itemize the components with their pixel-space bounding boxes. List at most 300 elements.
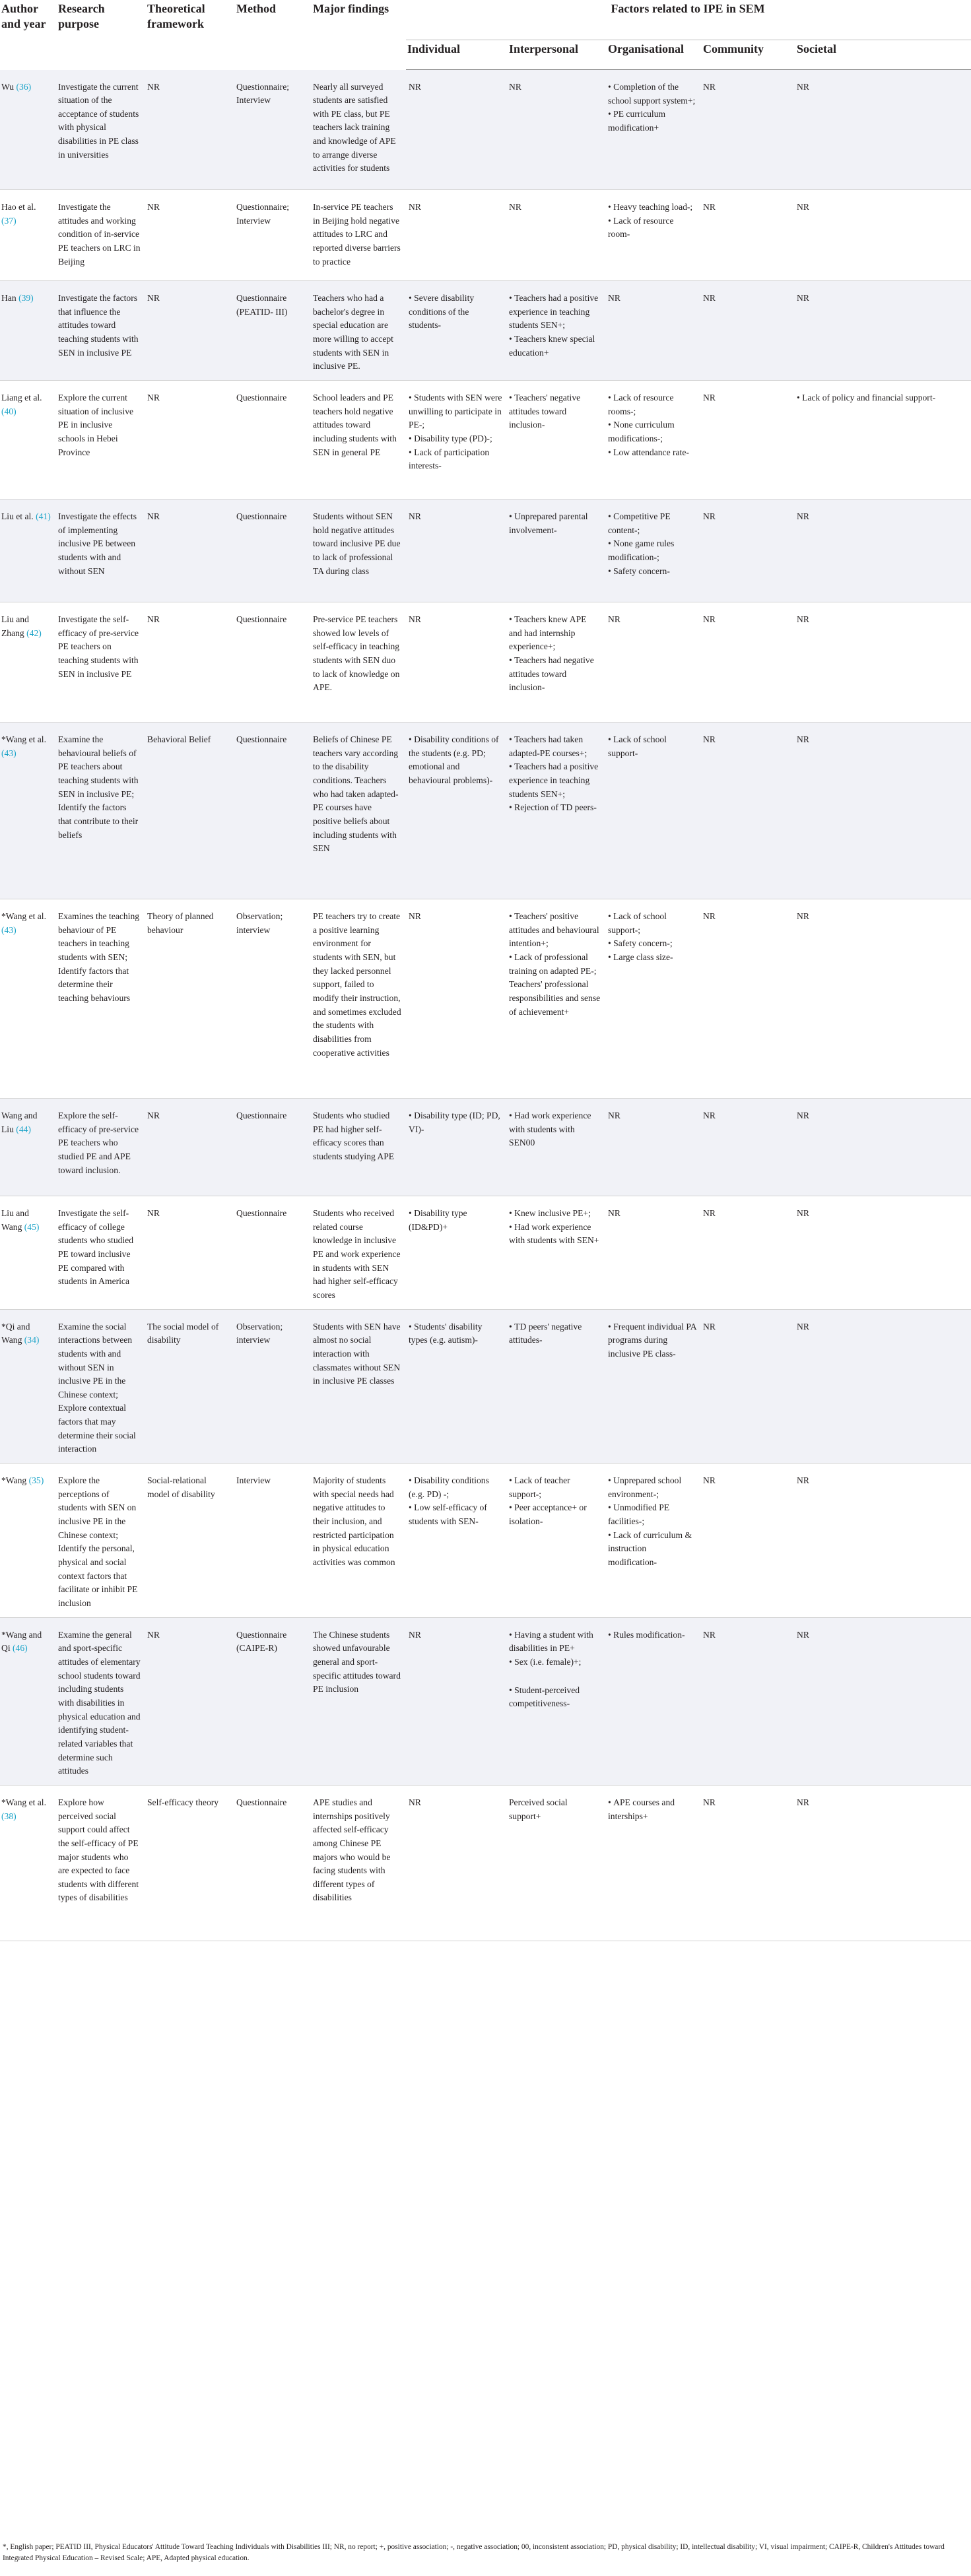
citation-link[interactable]: (43): [1, 748, 17, 758]
author-marker: *: [1, 1797, 6, 1807]
cell-individual: [406, 380, 506, 499]
cell-author: [0, 1785, 55, 1941]
cell-community: [700, 1617, 794, 1785]
cell-interpersonal-text: NR: [509, 202, 521, 212]
cell-theory: [145, 1309, 234, 1464]
header-individual: Individual: [406, 40, 506, 70]
author-name: Liang et al.: [1, 392, 42, 402]
bullet-item: • Disability type (ID&PD)+: [409, 1207, 502, 1234]
cell-author: [0, 70, 55, 190]
cell-community: [700, 1785, 794, 1941]
cell-method-text: Observation; interview: [236, 1321, 283, 1345]
cell-method-text: Interview: [236, 1475, 271, 1486]
cell-individual: [406, 281, 506, 381]
bullet-item: • Teachers' negative attitudes toward inclusion-: [509, 391, 601, 432]
citation-link[interactable]: (42): [26, 628, 42, 638]
cell-individual: [406, 1464, 506, 1618]
cell-societal-text: NR: [797, 82, 809, 92]
cell-findings-text: Students who received related course knowledge in inclusive PE and work experience in students with SEN had higher self-efficacy scores: [313, 1208, 401, 1300]
cell-individual-text: NR: [409, 202, 421, 212]
cell-community: [700, 1464, 794, 1618]
table-header: [0, 0, 971, 70]
table-body: [0, 70, 971, 1941]
cell-societal: [794, 281, 971, 381]
table-row: [0, 1309, 971, 1464]
cell-individual-text: NR: [409, 614, 421, 624]
bullet-item: • APE courses and interships+: [608, 1796, 696, 1823]
bullet-item: • Large class size-: [608, 951, 696, 965]
table-row: [0, 899, 971, 1098]
cell-purpose-text: Explore the self-efficacy of pre-service PE teachers who studied PE and APE toward inclusion.: [58, 1110, 139, 1175]
cell-method: [234, 1464, 310, 1618]
cell-individual-text: NR: [409, 1797, 421, 1807]
cell-organisational: [605, 1464, 700, 1618]
cell-method: [234, 70, 310, 190]
cell-individual-text: NR: [409, 1629, 421, 1640]
cell-findings-text: Teachers who had a bachelor's degree in special education are more willing to accept students with SEN in inclusive PE.: [313, 293, 393, 371]
cell-interpersonal: [506, 70, 605, 190]
bullet-item: • Safety concern-: [608, 565, 696, 579]
bullet-item: • Teachers had a positive experience in teaching students SEN+;: [509, 760, 601, 801]
cell-purpose: [55, 190, 145, 281]
cell-findings: [310, 380, 406, 499]
cell-author: [0, 1617, 55, 1785]
cell-findings: [310, 1785, 406, 1941]
author-marker: *: [1, 734, 6, 744]
cell-findings: [310, 1464, 406, 1618]
cell-interpersonal-text: NR: [509, 82, 521, 92]
cell-community: [700, 499, 794, 602]
cell-individual: [406, 722, 506, 899]
cell-organisational: [605, 1785, 700, 1941]
cell-method: [234, 190, 310, 281]
cell-societal-text: NR: [797, 1629, 809, 1640]
cell-organisational: [605, 380, 700, 499]
cell-purpose: [55, 1196, 145, 1309]
author-name: Liu et al.: [1, 511, 34, 521]
cell-purpose-text: Examine the social interactions between students with and without SEN in inclusive PE in the Chinese context; Explore contextual factors that may determine their social interaction: [58, 1321, 136, 1454]
cell-societal: [794, 1196, 971, 1309]
author-marker: *: [1, 1321, 6, 1332]
cell-author: [0, 380, 55, 499]
header-factors: Factors related to IPE in SEM: [406, 0, 971, 40]
table-row: [0, 380, 971, 499]
bullet-item: • Disability type (PD)-;: [409, 432, 502, 446]
bullet-item: • Low attendance rate-: [608, 446, 696, 460]
header-method: Method: [236, 2, 276, 15]
citation-link[interactable]: (46): [13, 1643, 28, 1654]
cell-method: [234, 281, 310, 381]
bullet-item: • Competitive PE content-;: [608, 510, 696, 537]
cell-method-text: Questionnaire: [236, 511, 287, 521]
cell-societal: [794, 722, 971, 899]
cell-theory: [145, 722, 234, 899]
cell-purpose: [55, 281, 145, 381]
cell-theory-text: NR: [147, 81, 160, 92]
bullet-item: • Lack of school support-;: [608, 910, 696, 937]
cell-method-text: Questionnaire; Interview: [236, 202, 290, 226]
cell-societal: [794, 499, 971, 602]
cell-community: [700, 380, 794, 499]
cell-theory-text: Theory of planned behaviour: [147, 911, 214, 935]
cell-individual: [406, 1785, 506, 1941]
cell-theory-text: NR: [147, 1110, 160, 1120]
cell-theory: [145, 499, 234, 602]
cell-societal: [794, 190, 971, 281]
bullet-item: • Disability type (ID; PD, VI)-: [409, 1109, 502, 1136]
cell-theory: [145, 1098, 234, 1196]
author-name: Liu and Zhang: [1, 614, 29, 638]
cell-method: [234, 1196, 310, 1309]
cell-method: [234, 1309, 310, 1464]
table-row: [0, 722, 971, 899]
cell-organisational: [605, 899, 700, 1098]
citation-link[interactable]: (40): [1, 406, 17, 416]
cell-organisational: [605, 1196, 700, 1309]
cell-purpose: [55, 380, 145, 499]
cell-individual: [406, 1098, 506, 1196]
cell-purpose: [55, 499, 145, 602]
cell-societal-text: NR: [797, 911, 809, 921]
cell-interpersonal: [506, 499, 605, 602]
cell-community-text: NR: [703, 1110, 716, 1120]
cell-findings: [310, 602, 406, 722]
bullet-item: • Severe disability conditions of the students-: [409, 292, 502, 333]
bullet-item: • None curriculum modifications-;: [608, 418, 696, 445]
cell-findings-text: The Chinese students showed unfavourable general and sport-specific attitudes toward PE inclusion: [313, 1629, 401, 1694]
table-row: [0, 1785, 971, 1941]
cell-method-text: Questionnaire: [236, 392, 287, 402]
cell-findings: [310, 1196, 406, 1309]
cell-findings-text: Beliefs of Chinese PE teachers vary according to the disability conditions. Teachers who had taken adapted-PE courses have positive beliefs about including students with SEN: [313, 734, 399, 854]
cell-interpersonal: [506, 722, 605, 899]
cell-individual: [406, 70, 506, 190]
cell-theory: [145, 1464, 234, 1618]
cell-interpersonal: [506, 190, 605, 281]
cell-theory: [145, 70, 234, 190]
citation-link[interactable]: (37): [1, 215, 17, 226]
cell-societal: [794, 602, 971, 722]
cell-findings-text: Students who studied PE had higher self-efficacy scores than students studying APE: [313, 1110, 395, 1161]
bullet-item: • Teachers had negative attitudes toward inclusion-: [509, 654, 601, 695]
cell-purpose-text: Investigate the self-efficacy of college students who studied PE toward inclusive PE compared with students in America: [58, 1208, 134, 1287]
cell-theory: [145, 380, 234, 499]
bullet-item: • Lack of policy and financial support-: [797, 391, 967, 405]
bullet-item: • Students' disability types (e.g. autism)-: [409, 1320, 502, 1347]
cell-organisational: [605, 281, 700, 381]
header-theory: Theoretical framework: [147, 2, 205, 31]
table-row: [0, 1617, 971, 1785]
cell-method-text: Questionnaire: [236, 734, 287, 744]
cell-findings: [310, 499, 406, 602]
bullet-item: • TD peers' negative attitudes-: [509, 1320, 601, 1347]
bullet-item: • Frequent individual PA programs during inclusive PE class-: [608, 1320, 696, 1361]
cell-interpersonal: [506, 380, 605, 499]
bullet-item: • Lack of resource rooms-;: [608, 391, 696, 418]
cell-purpose: [55, 899, 145, 1098]
cell-findings: [310, 722, 406, 899]
cell-societal-text: NR: [797, 1321, 809, 1332]
cell-theory: [145, 899, 234, 1098]
header-findings: Major findings: [313, 2, 389, 15]
cell-findings-text: Pre-service PE teachers showed low levels of self-efficacy in teaching students with SEN duo to lack of knowledge on APE.: [313, 614, 400, 693]
cell-findings-text: School leaders and PE teachers hold negative attitudes toward including students with SEN in general PE: [313, 392, 397, 457]
cell-theory-text: Social-relational model of disability: [147, 1475, 215, 1499]
cell-purpose: [55, 1098, 145, 1196]
cell-author: [0, 1464, 55, 1618]
bullet-item: • Students with SEN were unwilling to participate in PE-;: [409, 391, 502, 432]
cell-theory-text: NR: [147, 293, 160, 303]
cell-method: [234, 899, 310, 1098]
cell-organisational: [605, 190, 700, 281]
cell-community-text: NR: [703, 911, 716, 921]
cell-organisational: [605, 602, 700, 722]
cell-findings: [310, 190, 406, 281]
author-name: Han: [1, 293, 17, 303]
bullet-item: • Student-perceived competitiveness-: [509, 1684, 601, 1711]
cell-author: [0, 602, 55, 722]
table-row: [0, 281, 971, 381]
cell-author: [0, 722, 55, 899]
author-name: Wang et al.: [5, 911, 46, 921]
cell-organisational: [605, 70, 700, 190]
cell-theory-text: NR: [147, 1208, 160, 1218]
citation-link[interactable]: (41): [36, 511, 51, 521]
cell-findings: [310, 1617, 406, 1785]
cell-organisational-text: NR: [608, 1208, 620, 1218]
cell-community-text: NR: [703, 1475, 716, 1486]
cell-findings-text: In-service PE teachers in Beijing hold negative attitudes to LRC and reported diverse barriers to practice: [313, 202, 401, 267]
cell-theory-text: Behavioral Belief: [147, 734, 211, 744]
header-purpose: Research purpose: [58, 2, 105, 31]
citation-link[interactable]: (43): [1, 924, 17, 935]
bullet-item: • Lack of teacher support-;: [509, 1474, 601, 1501]
cell-method: [234, 602, 310, 722]
cell-purpose: [55, 1464, 145, 1618]
table-row: [0, 1464, 971, 1618]
bullet-spacer: [509, 1669, 601, 1684]
cell-method: [234, 1785, 310, 1941]
table-row: [0, 499, 971, 602]
cell-community: [700, 1309, 794, 1464]
cell-interpersonal: [506, 899, 605, 1098]
cell-organisational: [605, 1617, 700, 1785]
citation-link[interactable]: (38): [1, 1811, 17, 1821]
bullet-item: • Lack of curriculum & instruction modification-: [608, 1529, 696, 1570]
cell-purpose-text: Investigate the current situation of the acceptance of students with physical disabilities in PE class in universities: [58, 81, 139, 160]
cell-method-text: Questionnaire (PEATID- III): [236, 293, 288, 317]
header-interpersonal: Interpersonal: [506, 40, 605, 70]
bullet-item: • Teachers had taken adapted-PE courses+;: [509, 733, 601, 760]
cell-community-text: NR: [703, 1797, 716, 1807]
cell-interpersonal: [506, 1464, 605, 1618]
cell-interpersonal: [506, 1785, 605, 1941]
cell-community-text: NR: [703, 1629, 716, 1640]
cell-individual: [406, 1617, 506, 1785]
cell-community: [700, 1098, 794, 1196]
cell-method-text: Questionnaire: [236, 1110, 287, 1120]
bullet-item: • Lack of participation interests-: [409, 446, 502, 473]
cell-organisational: [605, 722, 700, 899]
cell-method-text: Questionnaire: [236, 1208, 287, 1218]
cell-interpersonal: [506, 281, 605, 381]
cell-findings-text: Students with SEN have almost no social interaction with classmates without SEN in inclusive PE classes: [313, 1321, 401, 1386]
bullet-item: • Unmodified PE facilities-;: [608, 1501, 696, 1528]
cell-purpose-text: Examine the behavioural beliefs of PE teachers about teaching students with SEN in inclusive PE; Identify the factors that contribute to their beliefs: [58, 734, 139, 840]
cell-community: [700, 602, 794, 722]
bullet-item: • Had work experience with students with SEN+: [509, 1221, 601, 1248]
cell-findings-text: Nearly all surveyed students are satisfied with PE class, but PE teachers lack training and knowledge of APE to arrange diverse activities for students: [313, 81, 396, 174]
bullet-item: • Teachers' positive attitudes and behavioural intention+;: [509, 910, 601, 951]
cell-community: [700, 899, 794, 1098]
bullet-item: • Heavy teaching load-;: [608, 201, 696, 214]
cell-method: [234, 1098, 310, 1196]
cell-societal-text: NR: [797, 1797, 809, 1807]
cell-findings-text: Majority of students with special needs had negative attitudes to their inclusion, and restricted participation in physical education activities was common: [313, 1475, 395, 1568]
citation-link[interactable]: (45): [24, 1221, 40, 1232]
table-row: [0, 190, 971, 281]
cell-individual-text: NR: [409, 911, 421, 921]
cell-findings-text: PE teachers try to create a positive learning environment for students with SEN, but they lacked personnel support, failed to modify their instruction, and sometimes excluded the students with disabilities from cooperative activities: [313, 911, 401, 1058]
cell-purpose: [55, 70, 145, 190]
cell-findings: [310, 899, 406, 1098]
cell-theory: [145, 281, 234, 381]
bullet-item: • Lack of professional training on adapted PE-; Teachers' professional responsibilities and sense of achievement+: [509, 951, 601, 1019]
bullet-item: • Unprepared parental involvement-: [509, 510, 601, 537]
cell-theory-text: NR: [147, 1629, 160, 1640]
cell-method: [234, 380, 310, 499]
cell-theory: [145, 1617, 234, 1785]
cell-method: [234, 499, 310, 602]
cell-societal: [794, 380, 971, 499]
cell-organisational-text: NR: [608, 614, 620, 624]
citation-link[interactable]: (44): [16, 1124, 31, 1134]
cell-author: [0, 1309, 55, 1464]
table-row: [0, 70, 971, 190]
cell-findings: [310, 1309, 406, 1464]
cell-purpose-text: Examines the teaching behaviour of PE teachers in teaching students with SEN; Identify factors that determine their teaching behaviours: [58, 911, 140, 1003]
cell-community: [700, 1196, 794, 1309]
cell-method: [234, 1617, 310, 1785]
bullet-item: • Rejection of TD peers-: [509, 801, 601, 815]
citation-link[interactable]: (35): [28, 1475, 44, 1486]
bullet-item: • Teachers had a positive experience in teaching students SEN+;: [509, 292, 601, 333]
bullet-item: • Lack of resource room-: [608, 214, 696, 242]
citation-link[interactable]: (36): [16, 81, 32, 92]
cell-purpose-text: Investigate the attitudes and working condition of in-service PE teachers on LRC in Beijing: [58, 202, 141, 267]
cell-societal: [794, 70, 971, 190]
table-row: [0, 602, 971, 722]
bullet-item: • Disability conditions of the students (e.g. PD; emotional and behavioural problems)-: [409, 733, 502, 788]
bullet-item: • Teachers knew special education+: [509, 333, 601, 360]
cell-community-text: NR: [703, 1208, 716, 1218]
cell-theory-text: Self-efficacy theory: [147, 1797, 219, 1807]
cell-author: [0, 499, 55, 602]
cell-individual: [406, 1309, 506, 1464]
cell-individual-text: NR: [409, 511, 421, 521]
author-name: Qi and Wang: [1, 1321, 30, 1345]
author-marker: *: [1, 911, 6, 921]
header-community: Community: [700, 40, 794, 70]
header-societal: Societal: [794, 40, 971, 70]
cell-societal-text: NR: [797, 734, 809, 744]
author-name: Hao et al.: [1, 202, 36, 212]
author-marker: *: [1, 1475, 6, 1486]
citation-link[interactable]: (39): [18, 293, 34, 303]
cell-findings-text: APE studies and internships positively affected self-efficacy among Chinese PE majors who would be facing students with different types of disabilities: [313, 1797, 391, 1903]
cell-societal: [794, 899, 971, 1098]
cell-interpersonal: [506, 1309, 605, 1464]
bullet-item: • Low self-efficacy of students with SEN-: [409, 1501, 502, 1528]
cell-theory: [145, 1196, 234, 1309]
cell-purpose-text: Explore the perceptions of students with SEN on inclusive PE in the Chinese context; Identify the personal, physical and social context factors that facilitate or inhibit PE inclusion: [58, 1475, 138, 1608]
cell-purpose: [55, 1617, 145, 1785]
cell-theory-text: NR: [147, 392, 160, 402]
author-marker: *: [1, 1629, 6, 1640]
citation-link[interactable]: (34): [24, 1335, 40, 1345]
cell-community: [700, 70, 794, 190]
cell-method-text: Questionnaire (CAIPE-R): [236, 1629, 287, 1654]
cell-theory: [145, 190, 234, 281]
cell-societal-text: NR: [797, 293, 809, 303]
cell-societal: [794, 1785, 971, 1941]
cell-societal-text: NR: [797, 1475, 809, 1486]
author-name: Wang and Liu: [1, 1110, 38, 1134]
cell-interpersonal: [506, 1196, 605, 1309]
cell-individual: [406, 190, 506, 281]
cell-theory: [145, 602, 234, 722]
author-name: Wang and Qi: [1, 1629, 42, 1654]
cell-societal-text: NR: [797, 1110, 809, 1120]
cell-organisational: [605, 499, 700, 602]
cell-purpose: [55, 722, 145, 899]
bullet-item: • Completion of the school support system+;: [608, 80, 696, 108]
cell-author: [0, 899, 55, 1098]
cell-societal-text: NR: [797, 614, 809, 624]
cell-purpose-text: Investigate the factors that influence the attitudes toward teaching students with SEN in inclusive PE: [58, 293, 139, 358]
bullet-item: • Teachers knew APE and had internship experience+;: [509, 613, 601, 654]
cell-method-text: Questionnaire: [236, 614, 287, 624]
cell-theory: [145, 1785, 234, 1941]
cell-purpose: [55, 1785, 145, 1941]
bullet-item: • Safety concern-;: [608, 937, 696, 951]
cell-interpersonal-text: Perceived social support+: [509, 1797, 568, 1821]
header-organisational: Organisational: [605, 40, 700, 70]
cell-findings: [310, 70, 406, 190]
cell-method: [234, 722, 310, 899]
cell-purpose-text: Investigate the self-efficacy of pre-service PE teachers on teaching students with SEN in inclusive PE: [58, 614, 139, 679]
cell-societal: [794, 1098, 971, 1196]
cell-author: [0, 281, 55, 381]
cell-theory-text: The social model of disability: [147, 1321, 219, 1345]
cell-purpose-text: Examine the general and sport-specific attitudes of elementary school students toward including students with disabilities in physical education and identifying student-related variables that determine such attitudes: [58, 1629, 141, 1776]
cell-community-text: NR: [703, 734, 716, 744]
cell-organisational: [605, 1309, 700, 1464]
cell-author: [0, 1196, 55, 1309]
cell-societal: [794, 1464, 971, 1618]
cell-community-text: NR: [703, 511, 716, 521]
author-name: Wu: [1, 81, 15, 92]
bullet-item: • Having a student with disabilities in PE+: [509, 1628, 601, 1656]
cell-method-text: Questionnaire; Interview: [236, 81, 290, 106]
cell-individual: [406, 499, 506, 602]
bullet-item: • Sex (i.e. female)+;: [509, 1656, 601, 1669]
cell-purpose-text: Investigate the effects of implementing inclusive PE between students with and without SEN: [58, 511, 137, 576]
cell-individual-text: NR: [409, 82, 421, 92]
bullet-item: • Disability conditions (e.g. PD) -;: [409, 1474, 502, 1501]
cell-purpose-text: Explore the current situation of inclusive PE in inclusive schools in Hebei Province: [58, 392, 134, 457]
cell-organisational-text: NR: [608, 293, 620, 303]
